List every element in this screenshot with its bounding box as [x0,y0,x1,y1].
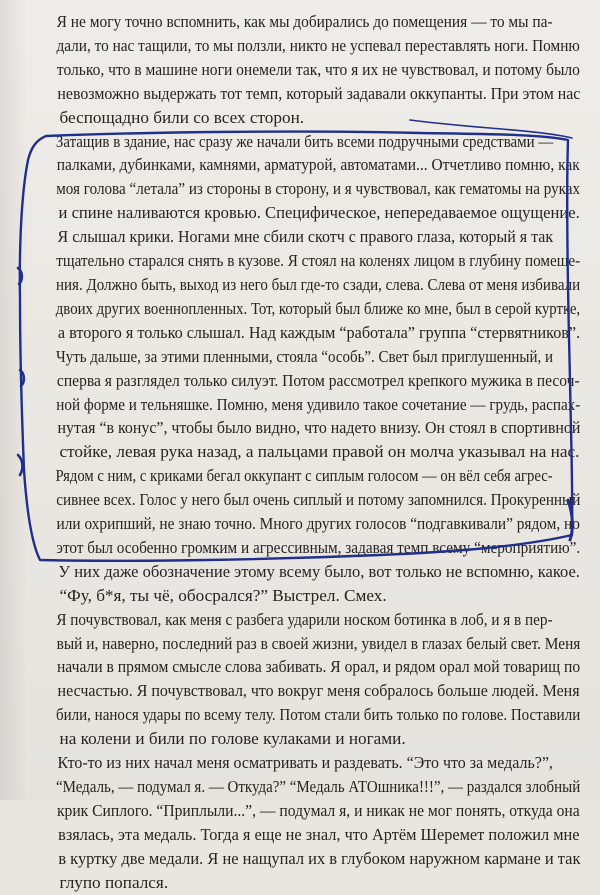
text-line: сивнее всех. Голос у него был очень сиплый и потому запомнился. Прокуренный [56,490,581,510]
text-line: в куртку две медали. Я не нащупал их в глубоком наружном кармане и так [58,848,581,868]
text-line: стойке, левая рука назад, а пальцами правой он молча указывал на нас. [59,442,580,462]
text-line: глупо попался. [59,872,169,892]
paragraph [32,608,580,751]
text-line: ной форме и тельняшке. Помню, меня удивило такое сочетание — грудь, распах- [56,394,581,414]
text-line: невозможно выдержать тот темп, который задавали оккупанты. При этом нас [57,83,581,103]
page-gutter-shadow [0,0,28,800]
text-line: или охрипший, не знаю точно. Много других голосов “подгавкивали” рядом, но [56,514,580,534]
text-line: Рядом с ним, с криками бегал оккупант с сиплым голосом — он вёл себя агрес- [55,466,553,486]
paragraph [32,751,580,894]
text-line: У них даже обозначение этому всему было, вот только не вспомню, какое. [58,561,580,581]
text-line: Кто-то из них начал меня осматривать и раздевать. “Это что за медаль?”, [57,753,553,773]
text-line: нутая “в конус”, чтобы было видно, что надето внизу. Он стоял в спортивной [57,418,581,438]
paragraph [32,584,580,608]
page-text [32,10,580,895]
text-line: Чуть дальше, за этими пленными, стояла “особь”. Свет был приглушенный, и [55,346,553,366]
text-line: палками, дубинками, камнями, арматурой, автоматами... Отчетливо помню, как [56,155,580,175]
text-line: Я почувствовал, как меня с разбега ударили носком ботинка в лоб, и я в пер- [56,609,553,629]
text-line: Затащив в здание, нас сразу же начали бить всеми подручными средствами — [55,131,554,151]
text-line: дали, то нас тащили, то мы ползли, никто не успевал переставлять ноги. Помню [56,35,580,55]
text-line: двоих других военнопленных. Тот, который был ближе ко мне, был в серой куртке, [55,298,581,318]
text-line: моя голова “летала” из стороны в сторону, и я чувствовал, как гематомы на руках [56,179,581,199]
text-line: беспощадно били со всех сторон. [59,107,305,127]
paragraph [32,10,580,130]
text-line: сперва я разглядел только силуэт. Потом рассмотрел крепкого мужика в песоч- [56,370,580,390]
text-line: “Медаль, — подумал я. — Откуда?” “Медаль АТОшника!!!”, — раздался злобный [55,777,581,796]
text-line: только, что в машине ноги онемели так, что я их не чувствовал, и потому было [56,59,580,79]
text-line: тщательно старался снять в кузове. Я стоял на коленях лицом в глубину помеще- [56,251,581,271]
paragraph [32,225,580,345]
text-line: Я слышал крики. Ногами мне сбили скотч с правого глаза, который я так [57,227,554,247]
paragraph [32,130,580,226]
text-line: крик Сиплого. “Приплыли...”, — подумал я, и никак не мог понять, откуда она [56,800,580,820]
text-line: “Фу, б*я, ты чё, обосрался?” Выстрел. Смех. [59,585,387,605]
text-line: вый и, наверно, последний раз в своей жизни, увидел в глазах белый свет. Меня [56,633,581,653]
text-line: и спине наливаются кровью. Специфическое, непередаваемое ощущение. [58,203,580,223]
text-line: ния. Должно быть, выход из него был где-то сзади, слева. Слева от меня избивали [56,274,581,294]
text-line: взялась, эта медаль. Тогда я еще не знал, что Артём Шеремет положил мне [58,824,580,844]
text-line: начали в прямом смысле слова забивать. Я орал, и рядом орал мой товарищ по [56,657,581,677]
text-line: несчастью. Я почувствовал, что вокруг меня собралось больше людей. Меня [57,681,580,701]
text-line: Я не могу точно вспомнить, как мы добирались до помещения — то мы па- [56,12,553,31]
text-line: на колени и били по голове кулаками и ногами. [59,729,406,749]
text-line: били, нанося удары по всему телу. Потом стали бить только по голове. Поставили [56,705,581,725]
text-line: этот был особенно громким и агрессивным, задавая темп всему “мероприятию”. [56,537,581,557]
paragraph [32,345,580,465]
text-line: а второго я только слышал. Над каждым “работала” группа “стервятников”. [57,322,581,342]
paragraph [32,464,580,584]
